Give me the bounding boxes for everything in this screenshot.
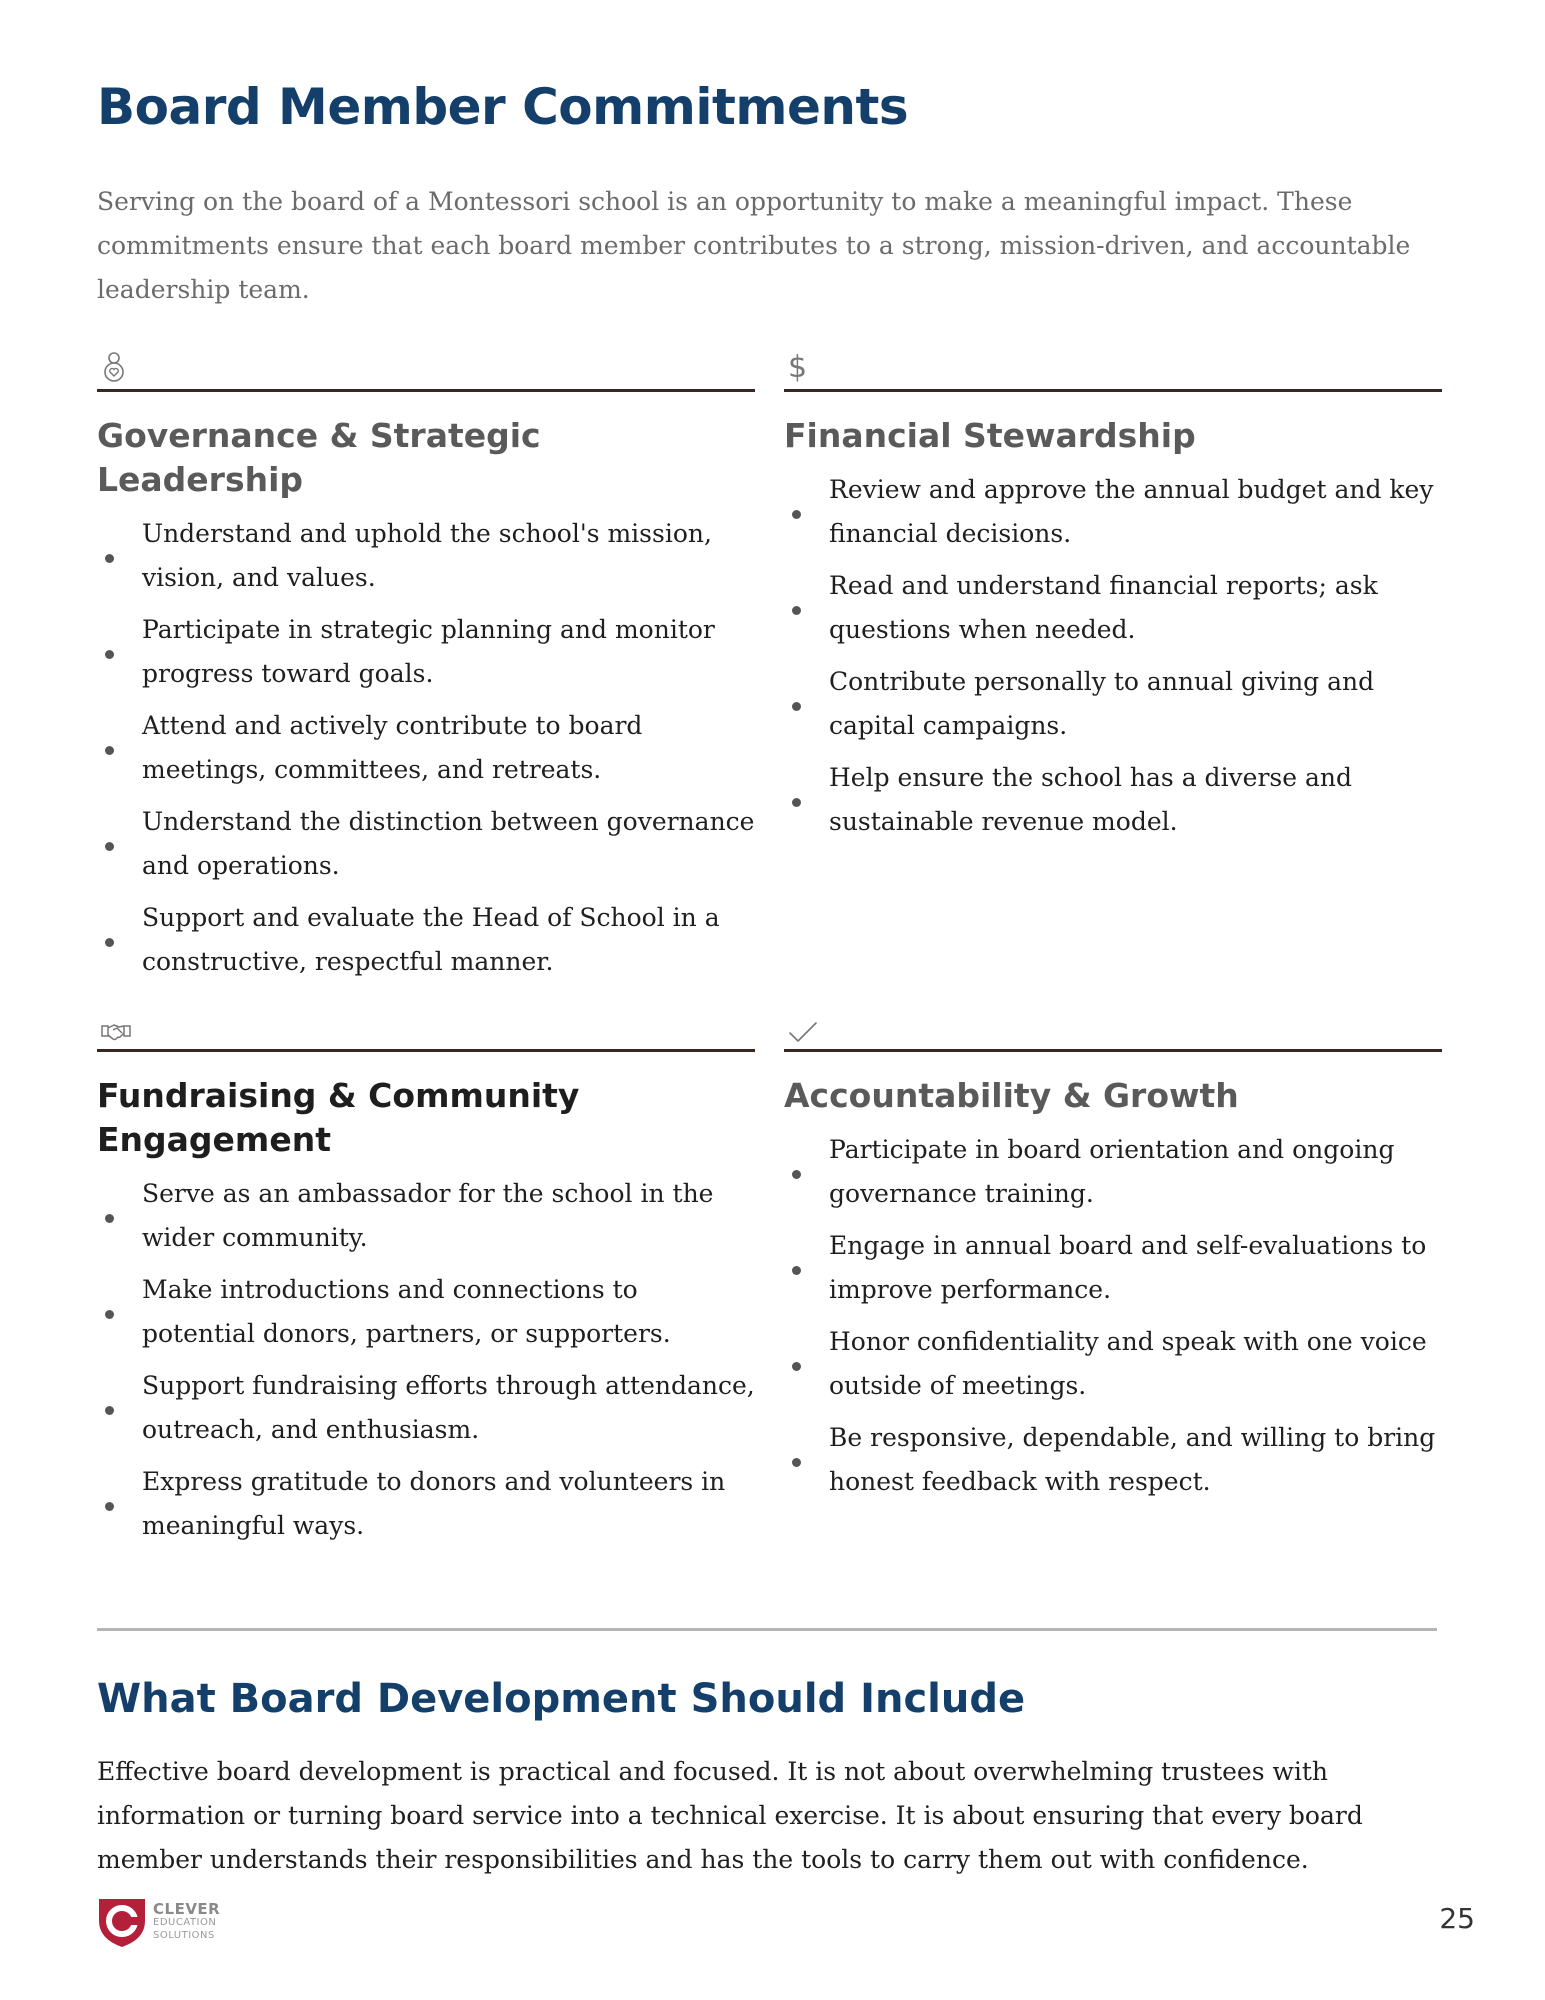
list-item: Make introductions and connections to potential donors, partners, or supporters. — [97, 1268, 755, 1356]
list-item: Honor confidentiality and speak with one voice outside of meetings. — [784, 1320, 1442, 1408]
card-heading: Accountability & Growth — [784, 1076, 1239, 1115]
list-item: Be responsive, dependable, and willing to bring honest feedback with respect. — [784, 1416, 1442, 1504]
bullet-icon — [105, 746, 114, 755]
list-item: Engage in annual board and self-evaluations to improve performance. — [784, 1224, 1442, 1312]
bullet-icon — [792, 1170, 801, 1179]
bullet-icon — [792, 1266, 801, 1275]
list-item: Express gratitude to donors and volunteers in meaningful ways. — [97, 1460, 755, 1548]
list-item: Read and understand financial reports; ask questions when needed. — [784, 564, 1442, 652]
bullet-icon — [105, 1310, 114, 1319]
bullet-icon — [105, 554, 114, 563]
card-divider — [97, 1049, 755, 1052]
commitment-card-financial — [784, 345, 1442, 852]
bullet-icon — [105, 1406, 114, 1415]
logo-shield-icon — [95, 1895, 149, 1949]
section-paragraph: Effective board development is practical and focused. It is not about overwhelming trustees with information or turning board service into a technical exercise. It is about ensuring that every board member understands their responsibilities and has the tools to carry them out with confidence. — [97, 1757, 1363, 1874]
commitment-card-governance — [97, 345, 755, 992]
section-divider — [97, 1628, 1437, 1631]
company-logo — [95, 1895, 220, 1949]
logo-text: CLEVER EDUCATION SOLUTIONS — [153, 1899, 221, 1941]
checkmark-icon — [784, 1005, 1442, 1049]
bullet-list — [784, 1128, 1442, 1504]
list-item: Review and approve the annual budget and key financial decisions. — [784, 468, 1442, 556]
bullet-icon — [105, 842, 114, 851]
list-item: Participate in strategic planning and monitor progress toward goals. — [97, 608, 755, 696]
list-item: Support fundraising efforts through attendance, outreach, and enthusiasm. — [97, 1364, 755, 1452]
bullet-icon — [792, 606, 801, 615]
bullet-icon — [105, 1214, 114, 1223]
card-divider — [784, 1049, 1442, 1052]
bullet-icon — [105, 938, 114, 947]
list-item: Serve as an ambassador for the school in the wider community. — [97, 1172, 755, 1260]
commitment-card-accountability — [784, 1005, 1442, 1512]
list-item: Understand and uphold the school's mission, vision, and values. — [97, 512, 755, 600]
page-title: Board Member Commitments — [97, 78, 909, 136]
card-heading: Fundraising & Community Engagement — [97, 1076, 580, 1159]
leadership-icon — [97, 345, 755, 389]
page-number: 25 — [1439, 1902, 1475, 1935]
list-item: Attend and actively contribute to board meetings, committees, and retreats. — [97, 704, 755, 792]
bullet-list — [784, 468, 1442, 844]
handshake-icon — [97, 1005, 755, 1049]
bullet-list — [97, 512, 755, 984]
commitment-card-fundraising — [97, 1005, 755, 1556]
list-item: Participate in board orientation and ongoing governance training. — [784, 1128, 1442, 1216]
list-item: Help ensure the school has a diverse and sustainable revenue model. — [784, 756, 1442, 844]
bullet-icon — [792, 510, 801, 519]
list-item: Contribute personally to annual giving and capital campaigns. — [784, 660, 1442, 748]
bullet-list — [97, 1172, 755, 1548]
card-heading: Governance & Strategic Leadership — [97, 416, 541, 499]
bullet-icon — [105, 650, 114, 659]
dollar-icon: $ — [788, 350, 808, 385]
list-item: Understand the distinction between governance and operations. — [97, 800, 755, 888]
card-divider — [784, 389, 1442, 392]
bullet-icon — [105, 1502, 114, 1511]
bullet-icon — [792, 1458, 801, 1467]
list-item: Support and evaluate the Head of School in a constructive, respectful manner. — [97, 896, 755, 984]
intro-paragraph: Serving on the board of a Montessori school is an opportunity to make a meaningful impact. These commitments ensure that each board member contributes to a strong, mission-driven, and accountable leadership team. — [97, 187, 1411, 304]
bullet-icon — [792, 1362, 801, 1371]
bullet-icon — [792, 798, 801, 807]
bullet-icon — [792, 702, 801, 711]
card-heading: Financial Stewardship — [784, 416, 1196, 455]
section-heading: What Board Development Should Include — [97, 1676, 1026, 1722]
card-divider — [97, 389, 755, 392]
